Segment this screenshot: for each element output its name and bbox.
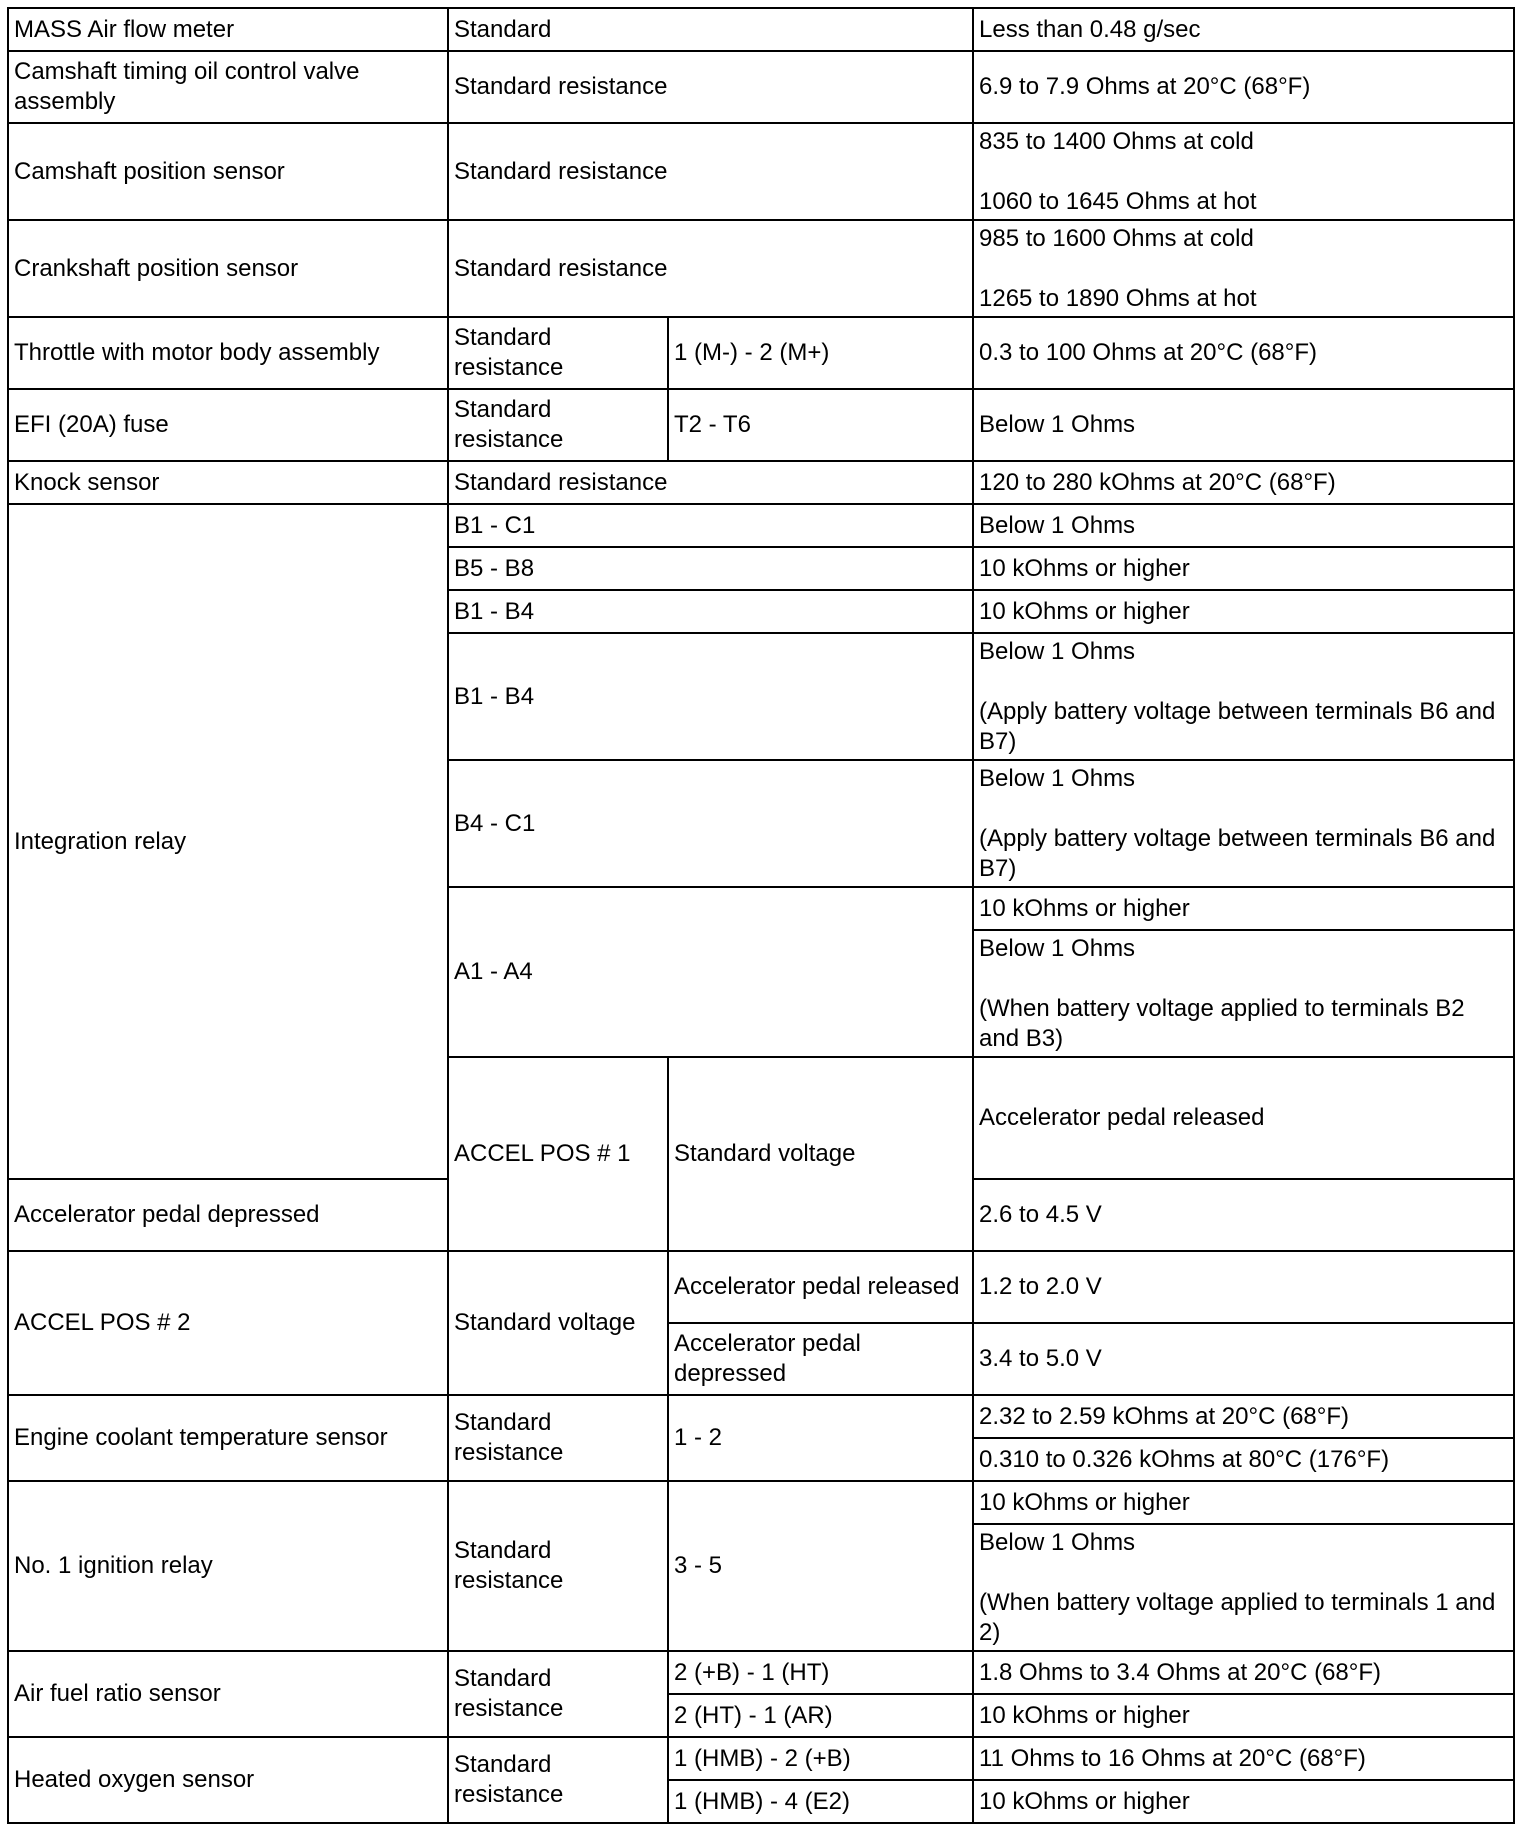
component-cell: No. 1 ignition relay: [8, 1481, 448, 1651]
value-cell: Below 1 Ohms (When battery voltage applied to terminals B2 and B3): [973, 930, 1514, 1057]
value-cell: Below 1 Ohms: [973, 504, 1514, 547]
value-cell: 10 kOhms or higher: [973, 887, 1514, 930]
condition-cell: Standard resistance: [448, 51, 973, 123]
value-cell: Less than 0.48 g/sec: [973, 8, 1514, 51]
table-row: [8, 1395, 1514, 1438]
table-row: [8, 317, 1514, 389]
condition-cell: Standard resistance: [448, 1737, 668, 1823]
value-cell: 985 to 1600 Ohms at cold 1265 to 1890 Ohms at hot: [973, 220, 1514, 317]
terminal-cell: 2 (+B) - 1 (HT): [668, 1651, 973, 1694]
terminal-cell: Accelerator pedal depressed: [8, 1179, 448, 1251]
terminal-cell: T2 - T6: [668, 389, 973, 461]
condition-cell: Standard resistance: [448, 317, 668, 389]
table-row: [8, 51, 1514, 123]
condition-cell: Standard resistance: [448, 1395, 668, 1481]
terminal-cell: Accelerator pedal depressed: [668, 1323, 973, 1395]
value-cell: Below 1 Ohms (Apply battery voltage between terminals B6 and B7): [973, 633, 1514, 760]
component-cell: ACCEL POS # 1: [448, 1057, 668, 1251]
value-cell: 2.32 to 2.59 kOhms at 20°C (68°F): [973, 1395, 1514, 1438]
value-cell: 10 kOhms or higher: [973, 547, 1514, 590]
condition-cell: Standard: [448, 8, 973, 51]
component-cell: Engine coolant temperature sensor: [8, 1395, 448, 1481]
component-cell: MASS Air flow meter: [8, 8, 448, 51]
table-row: [8, 1251, 1514, 1323]
condition-cell: Standard voltage: [448, 1251, 668, 1395]
terminal-cell: B1 - B4: [448, 633, 973, 760]
terminal-cell: B1 - B4: [448, 590, 973, 633]
value-cell: 10 kOhms or higher: [973, 1694, 1514, 1737]
condition-cell: Standard resistance: [448, 220, 973, 317]
value-cell: Below 1 Ohms (When battery voltage applied to terminals 1 and 2): [973, 1524, 1514, 1651]
value-cell: 10 kOhms or higher: [973, 1780, 1514, 1823]
value-cell: 0.310 to 0.326 kOhms at 80°C (176°F): [973, 1438, 1514, 1481]
value-cell: Below 1 Ohms: [973, 389, 1514, 461]
component-cell: EFI (20A) fuse: [8, 389, 448, 461]
component-cell: Crankshaft position sensor: [8, 220, 448, 317]
terminal-cell: B1 - C1: [448, 504, 973, 547]
condition-cell: Standard resistance: [448, 461, 973, 504]
component-cell: Heated oxygen sensor: [8, 1737, 448, 1823]
table-row: [8, 461, 1514, 504]
table-row: [8, 1651, 1514, 1694]
value-cell: 120 to 280 kOhms at 20°C (68°F): [973, 461, 1514, 504]
terminal-cell: A1 - A4: [448, 887, 973, 1057]
table-row: [8, 1481, 1514, 1524]
value-cell: 1.8 Ohms to 3.4 Ohms at 20°C (68°F): [973, 1651, 1514, 1694]
component-cell: Air fuel ratio sensor: [8, 1651, 448, 1737]
table-row: [8, 504, 1514, 547]
terminal-cell: 1 - 2: [668, 1395, 973, 1481]
terminal-cell: Accelerator pedal released: [668, 1251, 973, 1323]
value-cell: 10 kOhms or higher: [973, 1481, 1514, 1524]
condition-cell: Standard resistance: [448, 1481, 668, 1651]
table-row: [8, 220, 1514, 317]
value-cell: 3.4 to 5.0 V: [973, 1323, 1514, 1395]
terminal-cell: 1 (HMB) - 2 (+B): [668, 1737, 973, 1780]
terminal-cell: B4 - C1: [448, 760, 973, 887]
terminal-cell: 1 (M-) - 2 (M+): [668, 317, 973, 389]
component-cell: Camshaft timing oil control valve assembly: [8, 51, 448, 123]
table-row: [8, 123, 1514, 220]
value-cell: 0.3 to 100 Ohms at 20°C (68°F): [973, 317, 1514, 389]
terminal-cell: B5 - B8: [448, 547, 973, 590]
spec-table: [7, 7, 1515, 1824]
component-cell: Knock sensor: [8, 461, 448, 504]
terminal-cell: 3 - 5: [668, 1481, 973, 1651]
value-cell: Below 1 Ohms (Apply battery voltage between terminals B6 and B7): [973, 760, 1514, 887]
terminal-cell: 1 (HMB) - 4 (E2): [668, 1780, 973, 1823]
value-cell: 1.2 to 2.0 V: [973, 1251, 1514, 1323]
component-cell: Integration relay: [8, 504, 448, 1179]
value-cell: 11 Ohms to 16 Ohms at 20°C (68°F): [973, 1737, 1514, 1780]
table-row: [8, 8, 1514, 51]
terminal-cell: Accelerator pedal released: [973, 1057, 1514, 1179]
value-cell: 10 kOhms or higher: [973, 590, 1514, 633]
condition-cell: Standard resistance: [448, 123, 973, 220]
value-cell: 2.6 to 4.5 V: [973, 1179, 1514, 1251]
condition-cell: Standard resistance: [448, 389, 668, 461]
component-cell: ACCEL POS # 2: [8, 1251, 448, 1395]
condition-cell: Standard voltage: [668, 1057, 973, 1251]
component-cell: Camshaft position sensor: [8, 123, 448, 220]
value-cell: 835 to 1400 Ohms at cold 1060 to 1645 Ohms at hot: [973, 123, 1514, 220]
component-cell: Throttle with motor body assembly: [8, 317, 448, 389]
table-row: [8, 389, 1514, 461]
terminal-cell: 2 (HT) - 1 (AR): [668, 1694, 973, 1737]
value-cell: 6.9 to 7.9 Ohms at 20°C (68°F): [973, 51, 1514, 123]
condition-cell: Standard resistance: [448, 1651, 668, 1737]
